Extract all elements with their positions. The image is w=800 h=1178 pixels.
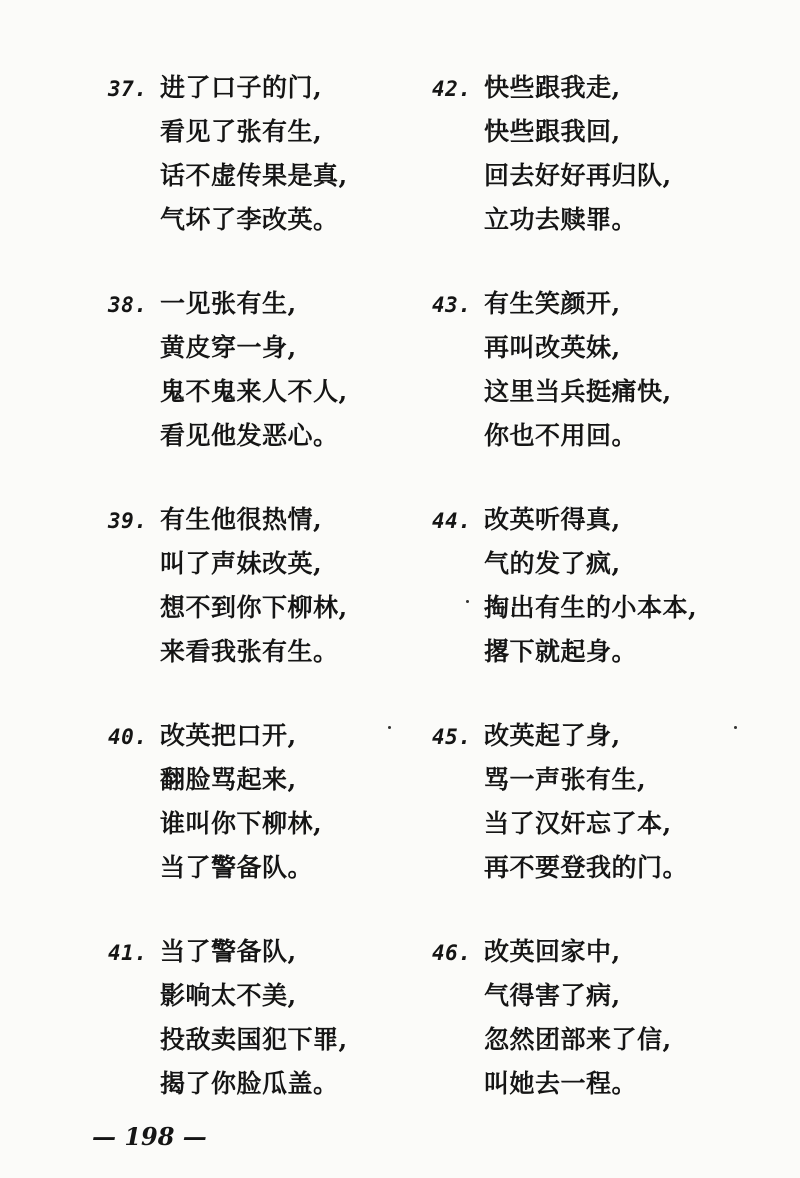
verse-text: 这里当兵挺痛快, <box>484 377 672 406</box>
verse-line <box>432 198 762 242</box>
verse-text: 有生他很热情, <box>160 505 323 534</box>
verse-text: 话不虚传果是真, <box>160 161 348 190</box>
verse <box>432 282 762 498</box>
print-speck <box>734 726 737 729</box>
verse-line <box>108 758 438 802</box>
verse-line <box>432 414 762 458</box>
verse <box>432 498 762 714</box>
verse-text: 气得害了病, <box>484 981 621 1010</box>
verse-text: 投敌卖国犯下罪, <box>160 1025 348 1054</box>
verse-text: 忽然团部来了信, <box>484 1025 672 1054</box>
verse-text: 骂一声张有生, <box>484 765 647 794</box>
verse-line <box>432 66 762 110</box>
verse-line <box>432 846 762 890</box>
verse-line <box>432 110 762 154</box>
right-column <box>432 66 762 1146</box>
verse-line <box>432 630 762 674</box>
verse-text: 进了口子的门, <box>160 73 323 102</box>
verse-line <box>108 110 438 154</box>
verse-line <box>108 326 438 370</box>
verse-line <box>432 930 762 974</box>
verse-line <box>432 758 762 802</box>
verse-line <box>108 802 438 846</box>
verse-line <box>432 802 762 846</box>
verse-line <box>432 714 762 758</box>
verse-number: 44. <box>432 509 472 533</box>
verse-text: 再不要登我的门。 <box>484 853 689 882</box>
verse-line <box>108 198 438 242</box>
verse <box>108 498 438 714</box>
verse-number: 39. <box>108 509 148 533</box>
verse <box>108 930 438 1146</box>
verse <box>108 282 438 498</box>
left-column <box>108 66 438 1146</box>
verse-line <box>432 974 762 1018</box>
verse <box>108 66 438 282</box>
verse-text: 有生笑颜开, <box>484 289 621 318</box>
verse-line <box>432 1062 762 1106</box>
verse-text: 叫了声妹改英, <box>160 549 323 578</box>
verse-line <box>108 1018 438 1062</box>
verse-text: 翻脸骂起来, <box>160 765 297 794</box>
verse-number: 42. <box>432 77 472 101</box>
print-speck <box>466 600 469 603</box>
verse <box>432 930 762 1146</box>
verse-text: 鬼不鬼来人不人, <box>160 377 348 406</box>
verse-text: 叫她去一程。 <box>484 1069 638 1098</box>
verse-text: 再叫改英妹, <box>484 333 621 362</box>
verse-line <box>432 586 762 630</box>
verse-line <box>108 66 438 110</box>
verse-line <box>108 498 438 542</box>
verse-line <box>108 542 438 586</box>
verse-line <box>432 498 762 542</box>
verse-text: 改英听得真, <box>484 505 621 534</box>
verse-number: 45. <box>432 725 472 749</box>
verse-text: 快些跟我回, <box>484 117 621 146</box>
verse-text: 回去好好再归队, <box>484 161 672 190</box>
verse-text: 气的发了疯, <box>484 549 621 578</box>
verse-line <box>108 930 438 974</box>
verse-line <box>432 282 762 326</box>
verse-text: 撂下就起身。 <box>484 637 638 666</box>
verse-number: 40. <box>108 725 148 749</box>
verse-line <box>108 282 438 326</box>
verse-number: 38. <box>108 293 148 317</box>
verse-text: 当了警备队, <box>160 937 297 966</box>
verse-text: 改英回家中, <box>484 937 621 966</box>
verse <box>432 714 762 930</box>
verse-line <box>432 370 762 414</box>
verse-text: 快些跟我走, <box>484 73 621 102</box>
verse-line <box>108 370 438 414</box>
verse-number: 37. <box>108 77 148 101</box>
verse-number: 41. <box>108 941 148 965</box>
verse-line <box>108 846 438 890</box>
verse <box>432 66 762 282</box>
verse-text: 你也不用回。 <box>484 421 638 450</box>
verse-line <box>108 154 438 198</box>
verse-line <box>108 414 438 458</box>
verse-line <box>108 974 438 1018</box>
verse-line <box>108 586 438 630</box>
verse-number: 43. <box>432 293 472 317</box>
verse-line <box>432 326 762 370</box>
verse-line <box>432 542 762 586</box>
verse-text: 谁叫你下柳林, <box>160 809 323 838</box>
verse-line <box>108 630 438 674</box>
verse-text: 改英起了身, <box>484 721 621 750</box>
verse-text: 影响太不美, <box>160 981 297 1010</box>
verse-line <box>108 714 438 758</box>
print-speck <box>388 726 391 729</box>
verse-number: 46. <box>432 941 472 965</box>
verse-text: 揭了你脸瓜盖。 <box>160 1069 339 1098</box>
verse-text: 一见张有生, <box>160 289 297 318</box>
page-number: — 198 — <box>92 1122 207 1151</box>
verse-text: 来看我张有生。 <box>160 637 339 666</box>
verse-text: 看见了张有生, <box>160 117 323 146</box>
verse-text: 掏出有生的小本本, <box>484 593 698 622</box>
verse-text: 想不到你下柳林, <box>160 593 348 622</box>
verse-text: 黄皮穿一身, <box>160 333 297 362</box>
verse-line <box>432 154 762 198</box>
verse-text: 看见他发恶心。 <box>160 421 339 450</box>
verse-text: 改英把口开, <box>160 721 297 750</box>
verse-text: 立功去赎罪。 <box>484 205 638 234</box>
verse-line <box>432 1018 762 1062</box>
verse-text: 气坏了李改英。 <box>160 205 339 234</box>
verse-text: 当了汉奸忘了本, <box>484 809 672 838</box>
verse-text: 当了警备队。 <box>160 853 314 882</box>
verse-line <box>108 1062 438 1106</box>
verse <box>108 714 438 930</box>
